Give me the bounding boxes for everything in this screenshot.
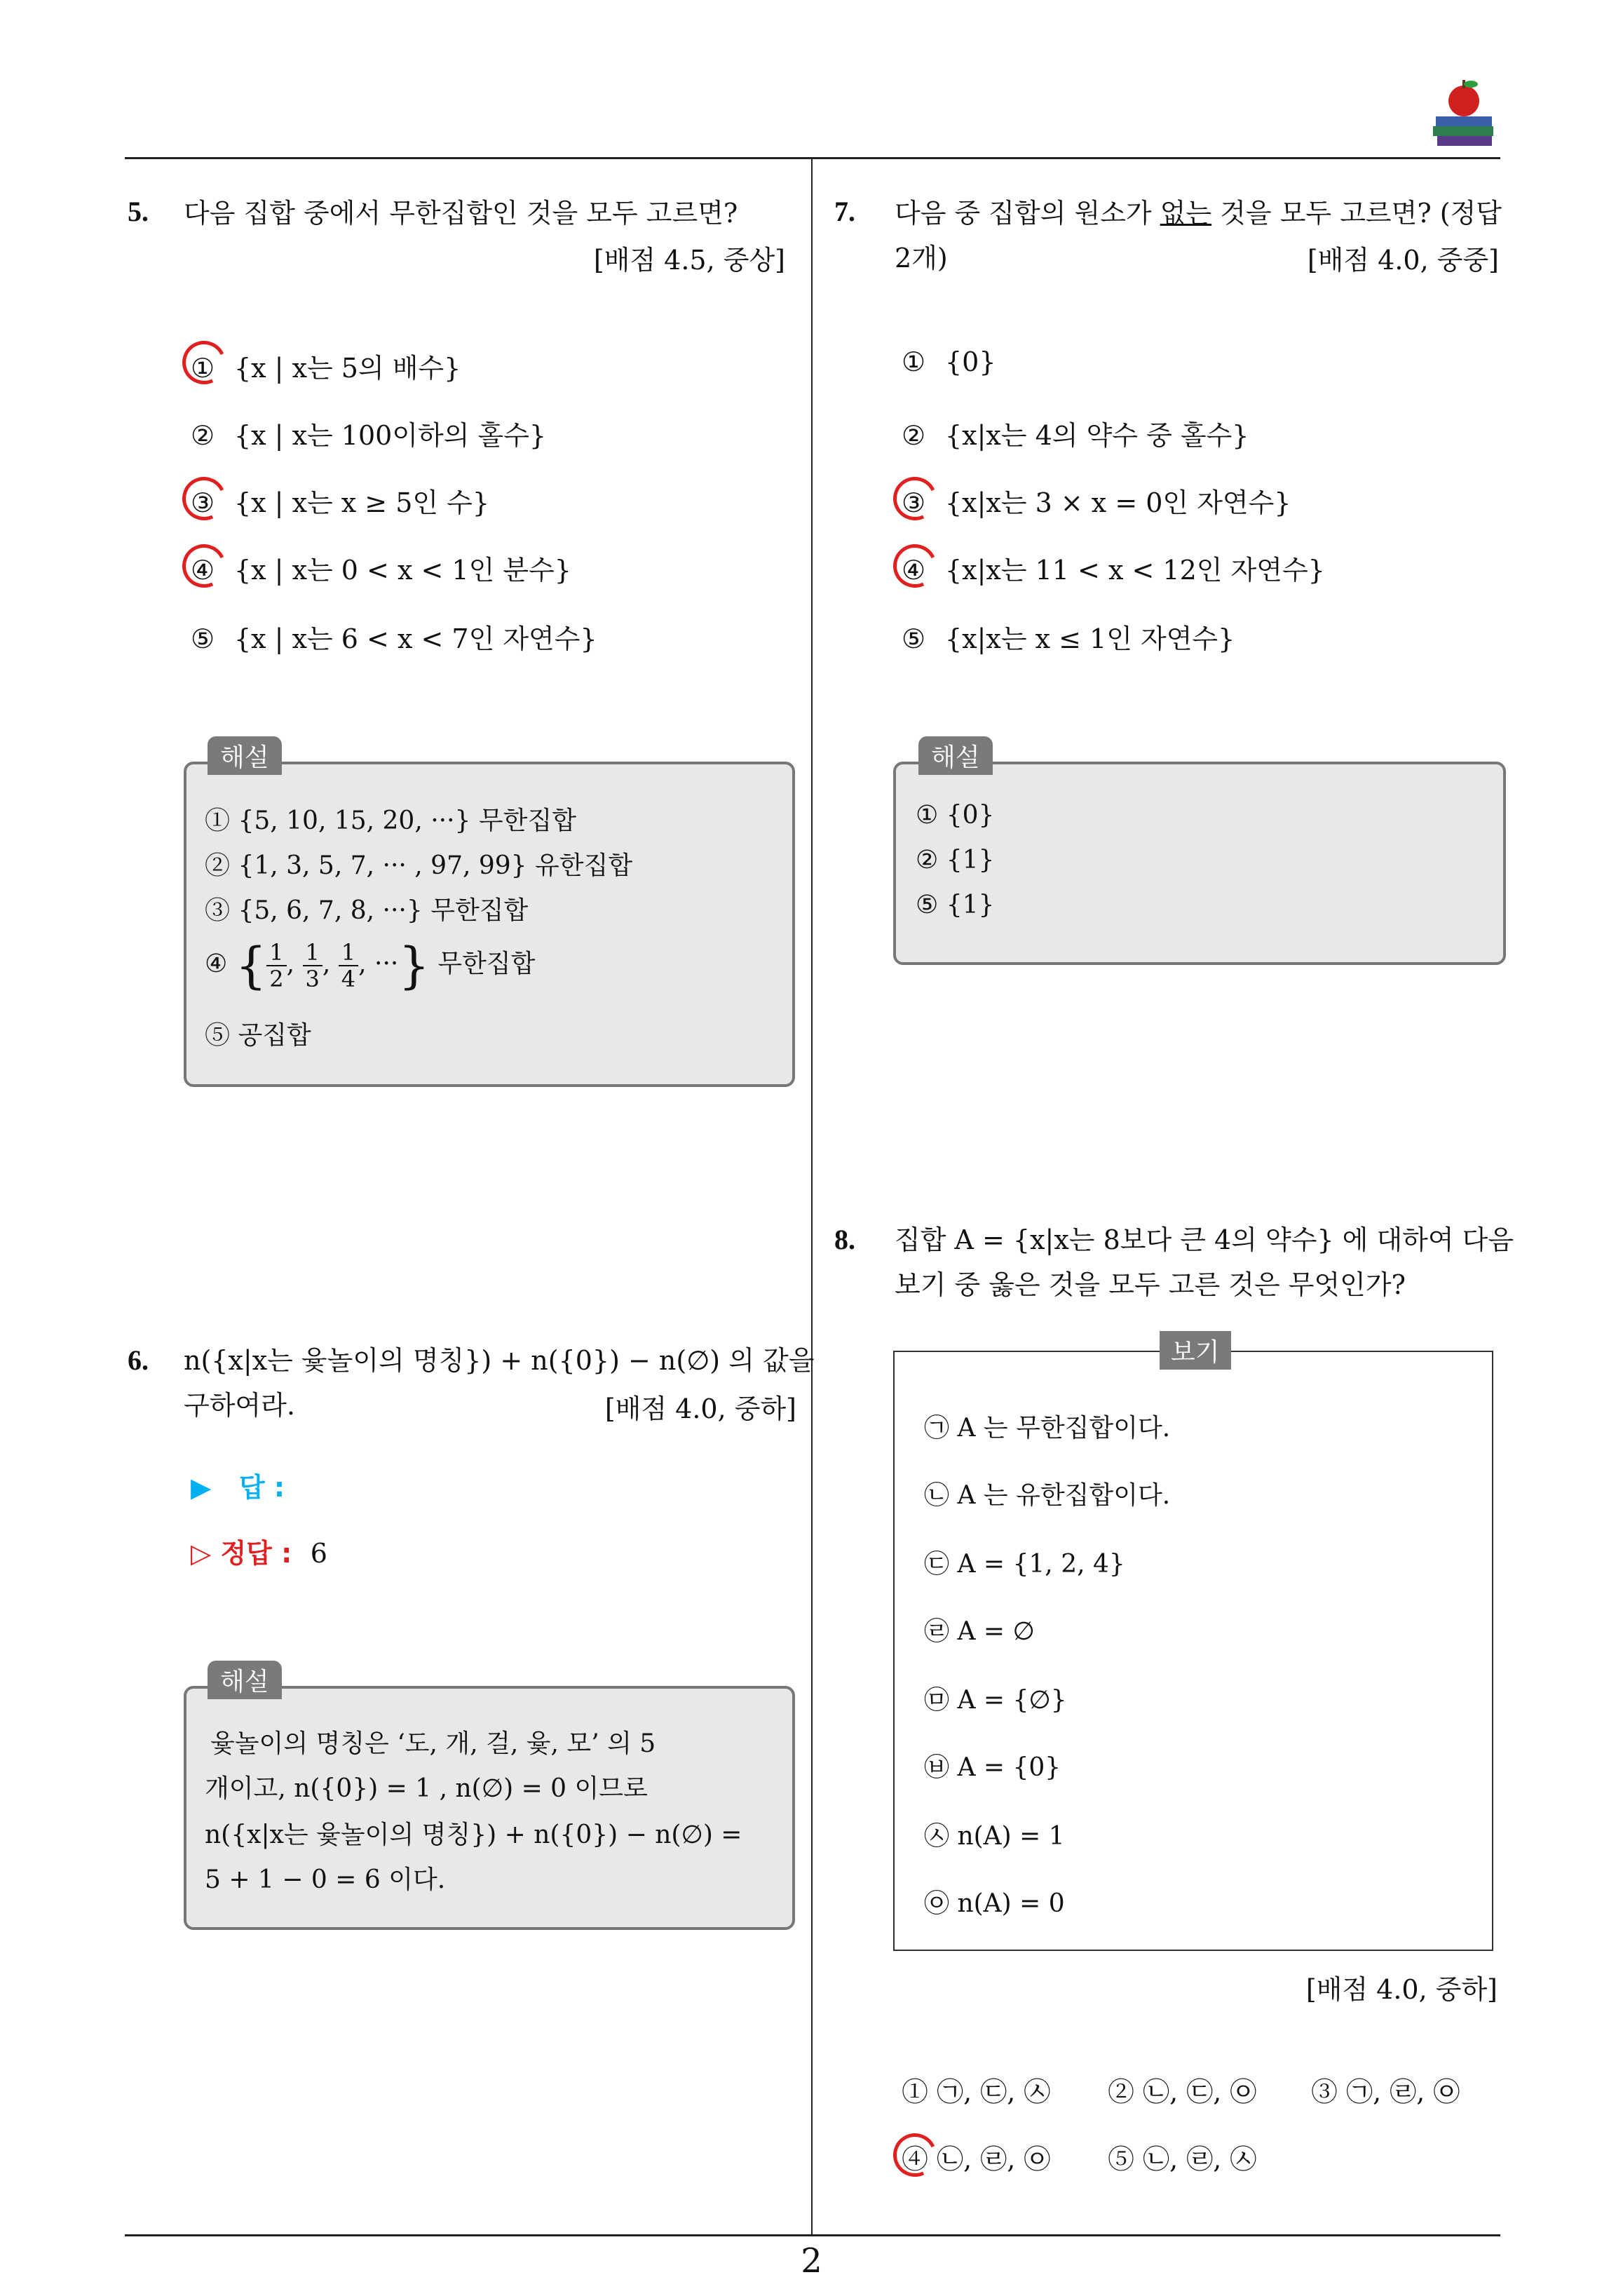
- apple-books-icon: [1430, 67, 1498, 151]
- q5-explain-line: ⑤ 공집합: [205, 1021, 311, 1050]
- q5-meta: [배점 4.5, 중상]: [593, 245, 785, 276]
- q8-bogi-tag: 보기: [1160, 1331, 1231, 1370]
- q6-meta: [배점 4.0, 중하]: [604, 1393, 796, 1424]
- q8-number: 8.: [834, 1224, 855, 1255]
- q7-explain-tag: 해설: [918, 736, 993, 775]
- q7-choice-1[interactable]: ① {0}: [902, 346, 996, 377]
- q5-explain-line: ① {5, 10, 15, 20, ···} 무한집합: [205, 806, 577, 835]
- arrow-right-icon: ▶: [191, 1472, 212, 1503]
- q6-explain-tag: 해설: [208, 1661, 282, 1699]
- q5-explain-line: ② {1, 3, 5, 7, ··· , 97, 99} 유한집합: [205, 851, 633, 880]
- q5-text: 다음 집합 중에서 무한집합인 것을 모두 고르면?: [184, 198, 738, 229]
- q5-explain-tag: 해설: [208, 736, 282, 775]
- q7-text-line2: 2개): [895, 243, 948, 274]
- q8-option-5[interactable]: ⑤ ㉡, ㉣, ㉦: [1108, 2144, 1257, 2175]
- q8-bogi-item: ㉧ n(A) = 0: [924, 1889, 1065, 1918]
- q8-bogi-item: ㉦ n(A) = 1: [924, 1822, 1065, 1851]
- q7-meta: [배점 4.0, 중중]: [1307, 245, 1499, 276]
- q6-explain-line: n({x|x는 윷놀이의 명칭}) + n({0}) − n(∅) =: [205, 1821, 742, 1849]
- q8-bogi-item: ㉥ A = {0}: [924, 1753, 1061, 1782]
- q7-number: 7.: [834, 196, 855, 227]
- q5-choice-4[interactable]: ④ {x | x는 0 < x < 1인 분수}: [191, 555, 571, 586]
- q7-explain-line: ⑤ {1}: [916, 891, 995, 919]
- q5-choice-1[interactable]: ① {x | x는 5의 배수}: [191, 353, 461, 384]
- q8-option-3[interactable]: ③ ㉠, ㉣, ㉧: [1311, 2076, 1460, 2107]
- q7-choice-5[interactable]: ⑤ {x|x는 x ≤ 1인 자연수}: [902, 623, 1235, 654]
- footer-rule: [125, 2234, 1500, 2236]
- q7-choice-3[interactable]: ③ {x|x는 3 × x = 0인 자연수}: [902, 487, 1291, 518]
- q7-explain-line: ② {1}: [916, 846, 995, 874]
- triangle-outline-icon: ▷: [191, 1538, 212, 1569]
- q6-explain-line: 5 + 1 − 0 = 6 이다.: [205, 1865, 446, 1894]
- q5-choice-3[interactable]: ③ {x | x는 x ≥ 5인 수}: [191, 487, 490, 518]
- header-logo: [1430, 67, 1498, 151]
- q8-bogi-item: ㉣ A = ∅: [924, 1617, 1035, 1646]
- q6-text-line1: n({x|x는 윷놀이의 명칭}) + n({0}) − n(∅) 의 값을: [184, 1345, 815, 1376]
- q6-answer-row: ▶ 답 :: [191, 1472, 285, 1503]
- q5-explain-line-4: ④ { $\frac{1}{2}$ , $\frac{1}{3}$ , $\frac{1}{4}$ , ···} 무한집합: [205, 937, 536, 994]
- q6-explain-line: 개이고, n({0}) = 1 , n(∅) = 0 이므로: [205, 1774, 648, 1803]
- q5-choice-2[interactable]: ② {x | x는 100이하의 홀수}: [191, 420, 547, 451]
- q8-option-1[interactable]: ① ㉠, ㉢, ㉦: [902, 2076, 1051, 2107]
- header-rule: [125, 157, 1500, 159]
- q6-text-line2: 구하여라.: [184, 1390, 295, 1421]
- q5-choice-5[interactable]: ⑤ {x | x는 6 < x < 7인 자연수}: [191, 623, 597, 654]
- q8-bogi-item: ㉠ A 는 무한집합이다.: [924, 1414, 1171, 1443]
- q7-choice-4[interactable]: ④ {x|x는 11 < x < 12인 자연수}: [902, 555, 1325, 586]
- q8-option-4[interactable]: ④ ㉡, ㉣, ㉧: [902, 2144, 1051, 2175]
- q8-meta: [배점 4.0, 중하]: [1305, 1974, 1498, 2005]
- q7-explain-line: ① {0}: [916, 801, 995, 830]
- q7-choice-2[interactable]: ② {x|x는 4의 약수 중 홀수}: [902, 420, 1249, 451]
- q8-text-line2: 보기 중 옳은 것을 모두 고른 것은 무엇인가?: [895, 1269, 1406, 1300]
- q6-correct-row: ▷ 정답 : 6: [191, 1538, 327, 1569]
- q8-bogi-item: ㉢ A = {1, 2, 4}: [924, 1550, 1125, 1579]
- q6-explain-line: 윷놀이의 명칭은 ‘도, 개, 걸, 윷, 모’ 의 5: [210, 1729, 656, 1758]
- q5-number: 5.: [128, 196, 149, 227]
- q8-bogi-item: ㉤ A = {∅}: [924, 1686, 1067, 1715]
- q7-text-line1: 다음 중 집합의 원소가 없는 것을 모두 고르면? (정답: [895, 198, 1502, 229]
- q8-option-2[interactable]: ② ㉡, ㉢, ㉧: [1108, 2076, 1257, 2107]
- page-number: 2: [801, 2241, 822, 2281]
- column-divider: [811, 158, 813, 2234]
- q6-number: 6.: [128, 1344, 149, 1376]
- q8-bogi-item: ㉡ A 는 유한집합이다.: [924, 1481, 1171, 1510]
- q8-text-line1: 집합 A = {x|x는 8보다 큰 4의 약수} 에 대하여 다음: [895, 1224, 1514, 1255]
- q5-explain-line: ③ {5, 6, 7, 8, ···} 무한집합: [205, 896, 529, 925]
